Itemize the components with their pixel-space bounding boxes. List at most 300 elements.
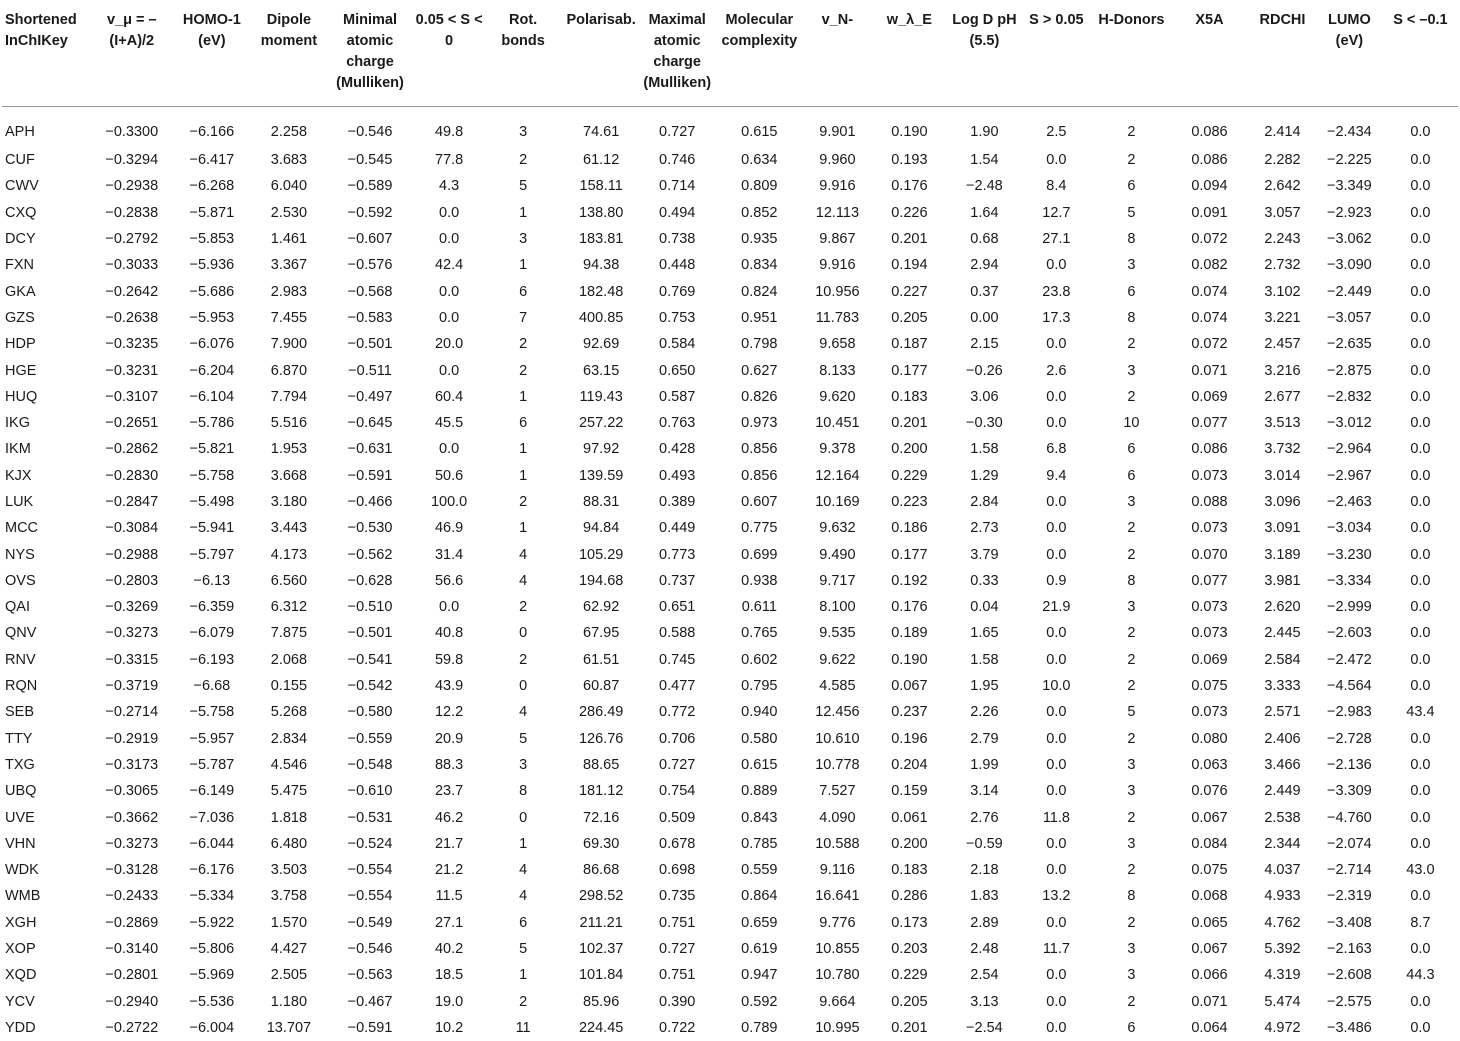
table-cell: −6.359: [172, 594, 251, 620]
table-cell: 5: [485, 726, 562, 752]
table-cell: 0.789: [714, 1015, 805, 1041]
table-cell: −0.2988: [91, 541, 172, 567]
table-cell: 0.067: [1170, 936, 1249, 962]
table-cell: 0.0: [414, 226, 485, 252]
table-cell: −5.498: [172, 489, 251, 515]
table-cell: 74.61: [562, 107, 641, 148]
table-cell: 11.783: [805, 305, 870, 331]
table-cell: 0.0: [1383, 673, 1458, 699]
table-cell: 10.780: [805, 962, 870, 988]
table-cell: 2.584: [1249, 647, 1316, 673]
table-cell: 0.559: [714, 857, 805, 883]
table-cell: 50.6: [414, 463, 485, 489]
row-key-cell: OVS: [2, 568, 91, 594]
table-cell: −0.3719: [91, 673, 172, 699]
table-cell: 43.9: [414, 673, 485, 699]
table-cell: 5.516: [251, 410, 326, 436]
table-cell: 6.870: [251, 357, 326, 383]
table-cell: 3.180: [251, 489, 326, 515]
table-cell: −0.542: [326, 673, 413, 699]
table-cell: 2: [1093, 384, 1170, 410]
table-cell: 9.658: [805, 331, 870, 357]
table-cell: 0.0: [1383, 410, 1458, 436]
table-cell: 19.0: [414, 989, 485, 1015]
table-cell: 0.0: [1020, 778, 1093, 804]
table-row: [2, 147, 1458, 173]
table-cell: 0.0: [1383, 620, 1458, 646]
table-cell: −0.3140: [91, 936, 172, 962]
table-cell: 2.457: [1249, 331, 1316, 357]
table-cell: −3.057: [1316, 305, 1383, 331]
table-cell: 0.765: [714, 620, 805, 646]
table-cell: −0.589: [326, 173, 413, 199]
table-cell: 0.075: [1170, 857, 1249, 883]
table-cell: 4.546: [251, 752, 326, 778]
table-cell: 0.0: [1383, 831, 1458, 857]
table-row: [2, 883, 1458, 909]
table-cell: 3: [485, 107, 562, 148]
table-cell: 2.505: [251, 962, 326, 988]
table-cell: 0.086: [1170, 436, 1249, 462]
table-cell: 0.177: [870, 357, 949, 383]
table-cell: 3.057: [1249, 200, 1316, 226]
table-cell: 1: [485, 252, 562, 278]
column-header: v_N-: [805, 0, 870, 107]
table-cell: 8.7: [1383, 910, 1458, 936]
table-cell: 0.071: [1170, 357, 1249, 383]
table-cell: 5: [1093, 200, 1170, 226]
table-cell: −3.062: [1316, 226, 1383, 252]
table-cell: −0.545: [326, 147, 413, 173]
table-cell: 0.754: [641, 778, 714, 804]
table-cell: −0.2642: [91, 278, 172, 304]
table-cell: 0.237: [870, 699, 949, 725]
table-cell: 10.0: [1020, 673, 1093, 699]
table-cell: 0.390: [641, 989, 714, 1015]
column-header: RDCHI: [1249, 0, 1316, 107]
table-cell: −0.497: [326, 384, 413, 410]
table-cell: 0.0: [1020, 147, 1093, 173]
table-cell: 18.5: [414, 962, 485, 988]
table-cell: −0.559: [326, 726, 413, 752]
table-cell: 10.956: [805, 278, 870, 304]
table-cell: 49.8: [414, 107, 485, 148]
table-cell: 0.856: [714, 463, 805, 489]
table-cell: 2.530: [251, 200, 326, 226]
row-key-cell: CWV: [2, 173, 91, 199]
table-cell: 6: [485, 278, 562, 304]
table-cell: 6.312: [251, 594, 326, 620]
table-cell: −3.034: [1316, 515, 1383, 541]
table-cell: −0.592: [326, 200, 413, 226]
table-cell: 0.0: [1383, 726, 1458, 752]
table-row: [2, 357, 1458, 383]
table-cell: −0.591: [326, 463, 413, 489]
table-row: [2, 568, 1458, 594]
table-cell: 23.7: [414, 778, 485, 804]
table-cell: 6: [1093, 173, 1170, 199]
table-row: [2, 726, 1458, 752]
table-cell: −0.2940: [91, 989, 172, 1015]
table-cell: −6.13: [172, 568, 251, 594]
table-cell: 0.0: [1020, 989, 1093, 1015]
table-cell: −0.531: [326, 804, 413, 830]
table-cell: −2.923: [1316, 200, 1383, 226]
table-cell: −0.3273: [91, 831, 172, 857]
table-cell: −2.449: [1316, 278, 1383, 304]
table-cell: 1.570: [251, 910, 326, 936]
table-cell: 0.0: [414, 278, 485, 304]
table-cell: 3.466: [1249, 752, 1316, 778]
table-cell: 0.627: [714, 357, 805, 383]
table-cell: 0.177: [870, 541, 949, 567]
table-cell: 1.65: [949, 620, 1020, 646]
table-cell: 0.073: [1170, 594, 1249, 620]
table-cell: 92.69: [562, 331, 641, 357]
table-cell: 12.2: [414, 699, 485, 725]
table-cell: 0.068: [1170, 883, 1249, 909]
table-cell: −0.2651: [91, 410, 172, 436]
table-cell: 4.090: [805, 804, 870, 830]
table-cell: 3.513: [1249, 410, 1316, 436]
table-cell: 0.856: [714, 436, 805, 462]
table-cell: 0.200: [870, 831, 949, 857]
table-cell: 0.0: [1383, 936, 1458, 962]
table-cell: 2.406: [1249, 726, 1316, 752]
table-cell: 1: [485, 200, 562, 226]
table-cell: 0.587: [641, 384, 714, 410]
table-cell: 0.0: [414, 200, 485, 226]
table-cell: 0.852: [714, 200, 805, 226]
table-cell: 119.43: [562, 384, 641, 410]
table-cell: 0.706: [641, 726, 714, 752]
table-cell: 42.4: [414, 252, 485, 278]
table-cell: 0.615: [714, 107, 805, 148]
table-cell: −2.136: [1316, 752, 1383, 778]
table-cell: 0.809: [714, 173, 805, 199]
table-cell: −0.548: [326, 752, 413, 778]
table-cell: 45.5: [414, 410, 485, 436]
table-cell: −0.583: [326, 305, 413, 331]
table-cell: −2.603: [1316, 620, 1383, 646]
table-cell: −2.635: [1316, 331, 1383, 357]
table-cell: 3.189: [1249, 541, 1316, 567]
table-cell: 4: [485, 568, 562, 594]
table-cell: 3.06: [949, 384, 1020, 410]
table-row: [2, 857, 1458, 883]
table-row: [2, 804, 1458, 830]
column-header: S < –0.1: [1383, 0, 1458, 107]
table-cell: 1.58: [949, 436, 1020, 462]
table-cell: 13.2: [1020, 883, 1093, 909]
table-cell: 126.76: [562, 726, 641, 752]
column-header: S > 0.05: [1020, 0, 1093, 107]
table-cell: 2.243: [1249, 226, 1316, 252]
table-cell: 0.0: [1020, 331, 1093, 357]
table-cell: −6.104: [172, 384, 251, 410]
table-cell: 158.11: [562, 173, 641, 199]
table-cell: 1: [485, 436, 562, 462]
table-cell: 10.995: [805, 1015, 870, 1041]
table-cell: 0.389: [641, 489, 714, 515]
table-cell: −0.2722: [91, 1015, 172, 1041]
table-cell: 3: [1093, 936, 1170, 962]
table-cell: −0.610: [326, 778, 413, 804]
table-cell: 0.0: [1383, 252, 1458, 278]
table-cell: 0.286: [870, 883, 949, 909]
table-cell: 0.086: [1170, 107, 1249, 148]
table-cell: 0.37: [949, 278, 1020, 304]
table-cell: −0.2838: [91, 200, 172, 226]
table-cell: 181.12: [562, 778, 641, 804]
table-cell: 0.186: [870, 515, 949, 541]
table-row: [2, 252, 1458, 278]
table-cell: 0.065: [1170, 910, 1249, 936]
table-cell: 0.201: [870, 1015, 949, 1041]
table-cell: 7.875: [251, 620, 326, 646]
table-cell: 211.21: [562, 910, 641, 936]
table-cell: 6: [1093, 463, 1170, 489]
table-cell: 9.960: [805, 147, 870, 173]
table-cell: 10.778: [805, 752, 870, 778]
table-cell: 2: [1093, 620, 1170, 646]
table-row: [2, 752, 1458, 778]
table-cell: 3.13: [949, 989, 1020, 1015]
table-cell: −5.871: [172, 200, 251, 226]
table-cell: 0.0: [1020, 384, 1093, 410]
table-cell: 0.0: [1020, 910, 1093, 936]
table-cell: −5.758: [172, 699, 251, 725]
table-cell: 0.205: [870, 989, 949, 1015]
table-cell: 4.762: [1249, 910, 1316, 936]
table-cell: 0.745: [641, 647, 714, 673]
table-cell: 88.3: [414, 752, 485, 778]
table-cell: −3.408: [1316, 910, 1383, 936]
table-cell: 0.066: [1170, 962, 1249, 988]
column-header: Maximal atomic charge (Mulliken): [641, 0, 714, 107]
table-cell: 2: [485, 147, 562, 173]
table-cell: 0.935: [714, 226, 805, 252]
table-cell: −0.2714: [91, 699, 172, 725]
table-cell: 4.585: [805, 673, 870, 699]
table-cell: 4.972: [1249, 1015, 1316, 1041]
table-cell: −0.3128: [91, 857, 172, 883]
table-cell: 0.190: [870, 647, 949, 673]
row-key-cell: NYS: [2, 541, 91, 567]
table-cell: 7: [485, 305, 562, 331]
table-cell: 7.527: [805, 778, 870, 804]
table-cell: 0.698: [641, 857, 714, 883]
table-row: [2, 226, 1458, 252]
table-cell: 2.79: [949, 726, 1020, 752]
table-cell: 0.200: [870, 436, 949, 462]
table-cell: 0.0: [1020, 541, 1093, 567]
table-cell: −5.536: [172, 989, 251, 1015]
table-cell: 0.192: [870, 568, 949, 594]
table-cell: 3: [485, 752, 562, 778]
table-cell: −5.936: [172, 252, 251, 278]
table-cell: 1.818: [251, 804, 326, 830]
table-cell: −0.549: [326, 910, 413, 936]
table-cell: 0.183: [870, 384, 949, 410]
table-cell: −5.853: [172, 226, 251, 252]
table-cell: 11: [485, 1015, 562, 1041]
table-cell: 0.176: [870, 594, 949, 620]
table-cell: −4.564: [1316, 673, 1383, 699]
table-cell: −0.2638: [91, 305, 172, 331]
table-cell: 0.0: [1383, 436, 1458, 462]
table-cell: 0.714: [641, 173, 714, 199]
table-cell: 286.49: [562, 699, 641, 725]
table-cell: 3.668: [251, 463, 326, 489]
table-cell: 17.3: [1020, 305, 1093, 331]
table-cell: 8: [485, 778, 562, 804]
table-cell: 9.867: [805, 226, 870, 252]
table-cell: 0.229: [870, 962, 949, 988]
table-cell: 21.7: [414, 831, 485, 857]
table-cell: 2: [1093, 989, 1170, 1015]
table-row: [2, 436, 1458, 462]
table-cell: 2.834: [251, 726, 326, 752]
row-key-cell: XOP: [2, 936, 91, 962]
table-cell: 11.5: [414, 883, 485, 909]
table-cell: 12.113: [805, 200, 870, 226]
row-key-cell: VHN: [2, 831, 91, 857]
table-cell: 0.650: [641, 357, 714, 383]
table-row: [2, 278, 1458, 304]
row-key-cell: XGH: [2, 910, 91, 936]
table-row: [2, 620, 1458, 646]
table-cell: −0.3662: [91, 804, 172, 830]
table-cell: 0.0: [1383, 173, 1458, 199]
table-cell: 10.610: [805, 726, 870, 752]
table-cell: 1: [485, 515, 562, 541]
table-cell: 0.155: [251, 673, 326, 699]
table-cell: −5.922: [172, 910, 251, 936]
table-cell: 0.201: [870, 410, 949, 436]
table-cell: −6.079: [172, 620, 251, 646]
table-cell: −6.193: [172, 647, 251, 673]
table-cell: 88.65: [562, 752, 641, 778]
table-cell: 9.622: [805, 647, 870, 673]
table-cell: 6.560: [251, 568, 326, 594]
table-cell: 94.38: [562, 252, 641, 278]
table-cell: 0.00: [949, 305, 1020, 331]
table-cell: 0.0: [1383, 278, 1458, 304]
table-cell: 10.451: [805, 410, 870, 436]
table-cell: 0.077: [1170, 410, 1249, 436]
row-key-cell: RQN: [2, 673, 91, 699]
table-cell: 0.193: [870, 147, 949, 173]
table-cell: 12.456: [805, 699, 870, 725]
table-cell: 0.493: [641, 463, 714, 489]
table-cell: 0.073: [1170, 699, 1249, 725]
table-cell: 3: [485, 226, 562, 252]
table-cell: 9.776: [805, 910, 870, 936]
table-cell: 9.632: [805, 515, 870, 541]
table-cell: 0.073: [1170, 515, 1249, 541]
table-cell: 2: [1093, 804, 1170, 830]
table-cell: 0.0: [1383, 515, 1458, 541]
table-cell: 2.89: [949, 910, 1020, 936]
header-row: [2, 0, 1458, 107]
table-cell: 194.68: [562, 568, 641, 594]
table-cell: 298.52: [562, 883, 641, 909]
table-cell: −0.576: [326, 252, 413, 278]
table-cell: 0.086: [1170, 147, 1249, 173]
row-key-cell: QAI: [2, 594, 91, 620]
table-cell: 0.0: [1383, 226, 1458, 252]
row-key-cell: WDK: [2, 857, 91, 883]
table-cell: 0.477: [641, 673, 714, 699]
table-cell: 2.677: [1249, 384, 1316, 410]
table-cell: −0.631: [326, 436, 413, 462]
table-cell: 0.843: [714, 804, 805, 830]
table-cell: 7.455: [251, 305, 326, 331]
table-cell: −5.957: [172, 726, 251, 752]
table-cell: 0.0: [1383, 331, 1458, 357]
row-key-cell: XQD: [2, 962, 91, 988]
table-cell: −2.875: [1316, 357, 1383, 383]
table-cell: 2.6: [1020, 357, 1093, 383]
table-cell: −0.3235: [91, 331, 172, 357]
table-cell: 0.864: [714, 883, 805, 909]
table-cell: 27.1: [1020, 226, 1093, 252]
table-cell: −7.036: [172, 804, 251, 830]
table-cell: 101.84: [562, 962, 641, 988]
table-row: [2, 673, 1458, 699]
table-cell: 224.45: [562, 1015, 641, 1041]
table-cell: 0.229: [870, 463, 949, 489]
table-cell: 183.81: [562, 226, 641, 252]
table-cell: 5.474: [1249, 989, 1316, 1015]
table-cell: 0.077: [1170, 568, 1249, 594]
table-cell: 0.0: [1020, 699, 1093, 725]
table-cell: 0.0: [1020, 831, 1093, 857]
row-key-cell: RNV: [2, 647, 91, 673]
table-cell: 21.2: [414, 857, 485, 883]
table-cell: −5.941: [172, 515, 251, 541]
table-cell: 2: [1093, 673, 1170, 699]
table-cell: 2.445: [1249, 620, 1316, 646]
row-key-cell: YDD: [2, 1015, 91, 1041]
table-cell: 0.769: [641, 278, 714, 304]
table-row: [2, 1015, 1458, 1041]
table-cell: 0.0: [1383, 883, 1458, 909]
table-cell: 0.592: [714, 989, 805, 1015]
table-row: [2, 410, 1458, 436]
table-cell: 2: [1093, 541, 1170, 567]
row-key-cell: IKG: [2, 410, 91, 436]
table-cell: 0.226: [870, 200, 949, 226]
table-cell: −6.166: [172, 107, 251, 148]
table-cell: 2.73: [949, 515, 1020, 541]
table-cell: −0.501: [326, 331, 413, 357]
table-cell: 3: [1093, 778, 1170, 804]
table-cell: 0.772: [641, 699, 714, 725]
table-cell: 3.503: [251, 857, 326, 883]
table-cell: −6.417: [172, 147, 251, 173]
table-cell: −5.953: [172, 305, 251, 331]
table-cell: 3.79: [949, 541, 1020, 567]
table-cell: 2.414: [1249, 107, 1316, 148]
table-cell: 1.58: [949, 647, 1020, 673]
table-cell: 0.588: [641, 620, 714, 646]
table-cell: 5.475: [251, 778, 326, 804]
table-cell: 4.427: [251, 936, 326, 962]
table-cell: 8: [1093, 883, 1170, 909]
table-cell: −3.486: [1316, 1015, 1383, 1041]
